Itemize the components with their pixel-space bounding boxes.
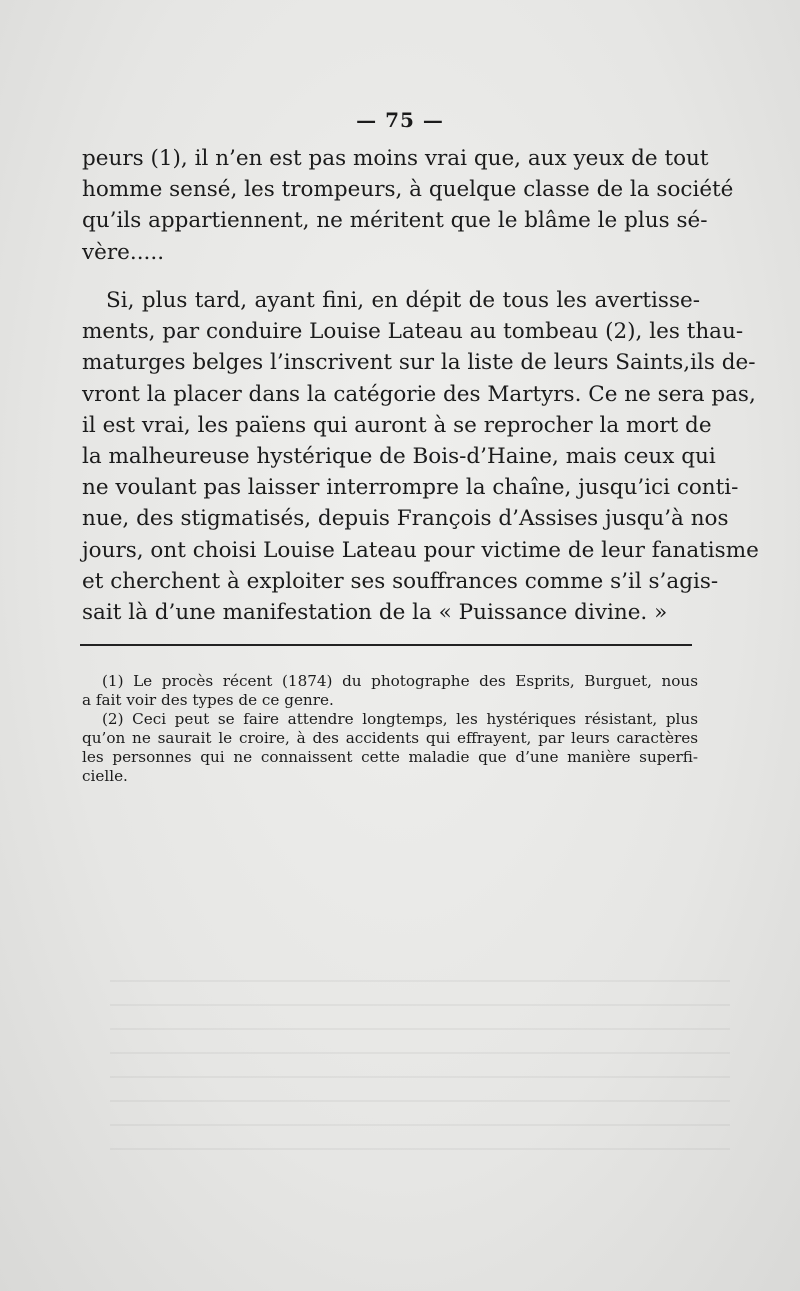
text-line: vère..... [82, 239, 165, 265]
text-line: il est vrai, les païens qui auront à se reprocher la mort de [82, 412, 712, 438]
paragraph-1 [82, 143, 734, 268]
text-line: maturges belges l’inscrivent sur la liste de leurs Saints,ils de- [82, 350, 756, 376]
footnote-line: cielle. [82, 767, 128, 785]
text-line: qu’ils appartiennent, ne méritent que le blâme le plus sé- [82, 208, 708, 234]
paragraph-2 [82, 285, 759, 628]
bleed-through-texture [110, 980, 730, 1150]
text-line: ne voulant pas laisser interrompre la chaîne, jusqu’ici conti- [82, 475, 739, 501]
text-line: et cherchent à exploiter ses souffrances comme s’il s’agis- [82, 568, 719, 594]
text-line: nue, des stigmatisés, depuis François d’Assises jusqu’à nos [82, 506, 729, 532]
page-number: — 75 — [356, 108, 444, 132]
text-line: sait là d’une manifestation de la « Puissance divine. » [82, 599, 668, 625]
footnote-divider [80, 644, 692, 646]
footnote-line: a fait voir des types de ce genre. [82, 691, 334, 709]
text-line: vront la placer dans la catégorie des Martyrs. Ce ne sera pas, [82, 381, 756, 407]
text-line: la malheureuse hystérique de Bois-d’Haine, mais ceux qui [82, 443, 716, 469]
text-line: peurs (1), il n’en est pas moins vrai que, aux yeux de tout [82, 146, 709, 171]
text-line: homme sensé, les trompeurs, à quelque classe de la société [82, 177, 734, 203]
footnote-line: qu’on ne saurait le croire, à des accidents qui effrayent, par leurs caractères [82, 729, 698, 747]
footnote-line: (1) Le procès récent (1874) du photographe des Esprits, Burguet, nous [102, 672, 698, 690]
text-line: jours, ont choisi Louise Lateau pour victime de leur fanatisme [82, 537, 759, 563]
footnotes [82, 672, 698, 786]
footnote-line: les personnes qui ne connaissent cette maladie que d’une manière superfi- [82, 748, 698, 766]
text-line: Si, plus tard, ayant fini, en dépit de tous les avertisse- [106, 288, 700, 313]
text-line: ments, par conduire Louise Lateau au tombeau (2), les thau- [82, 319, 744, 345]
footnote-line: (2) Ceci peut se faire attendre longtemps, les hystériques résistant, plus [102, 710, 698, 728]
